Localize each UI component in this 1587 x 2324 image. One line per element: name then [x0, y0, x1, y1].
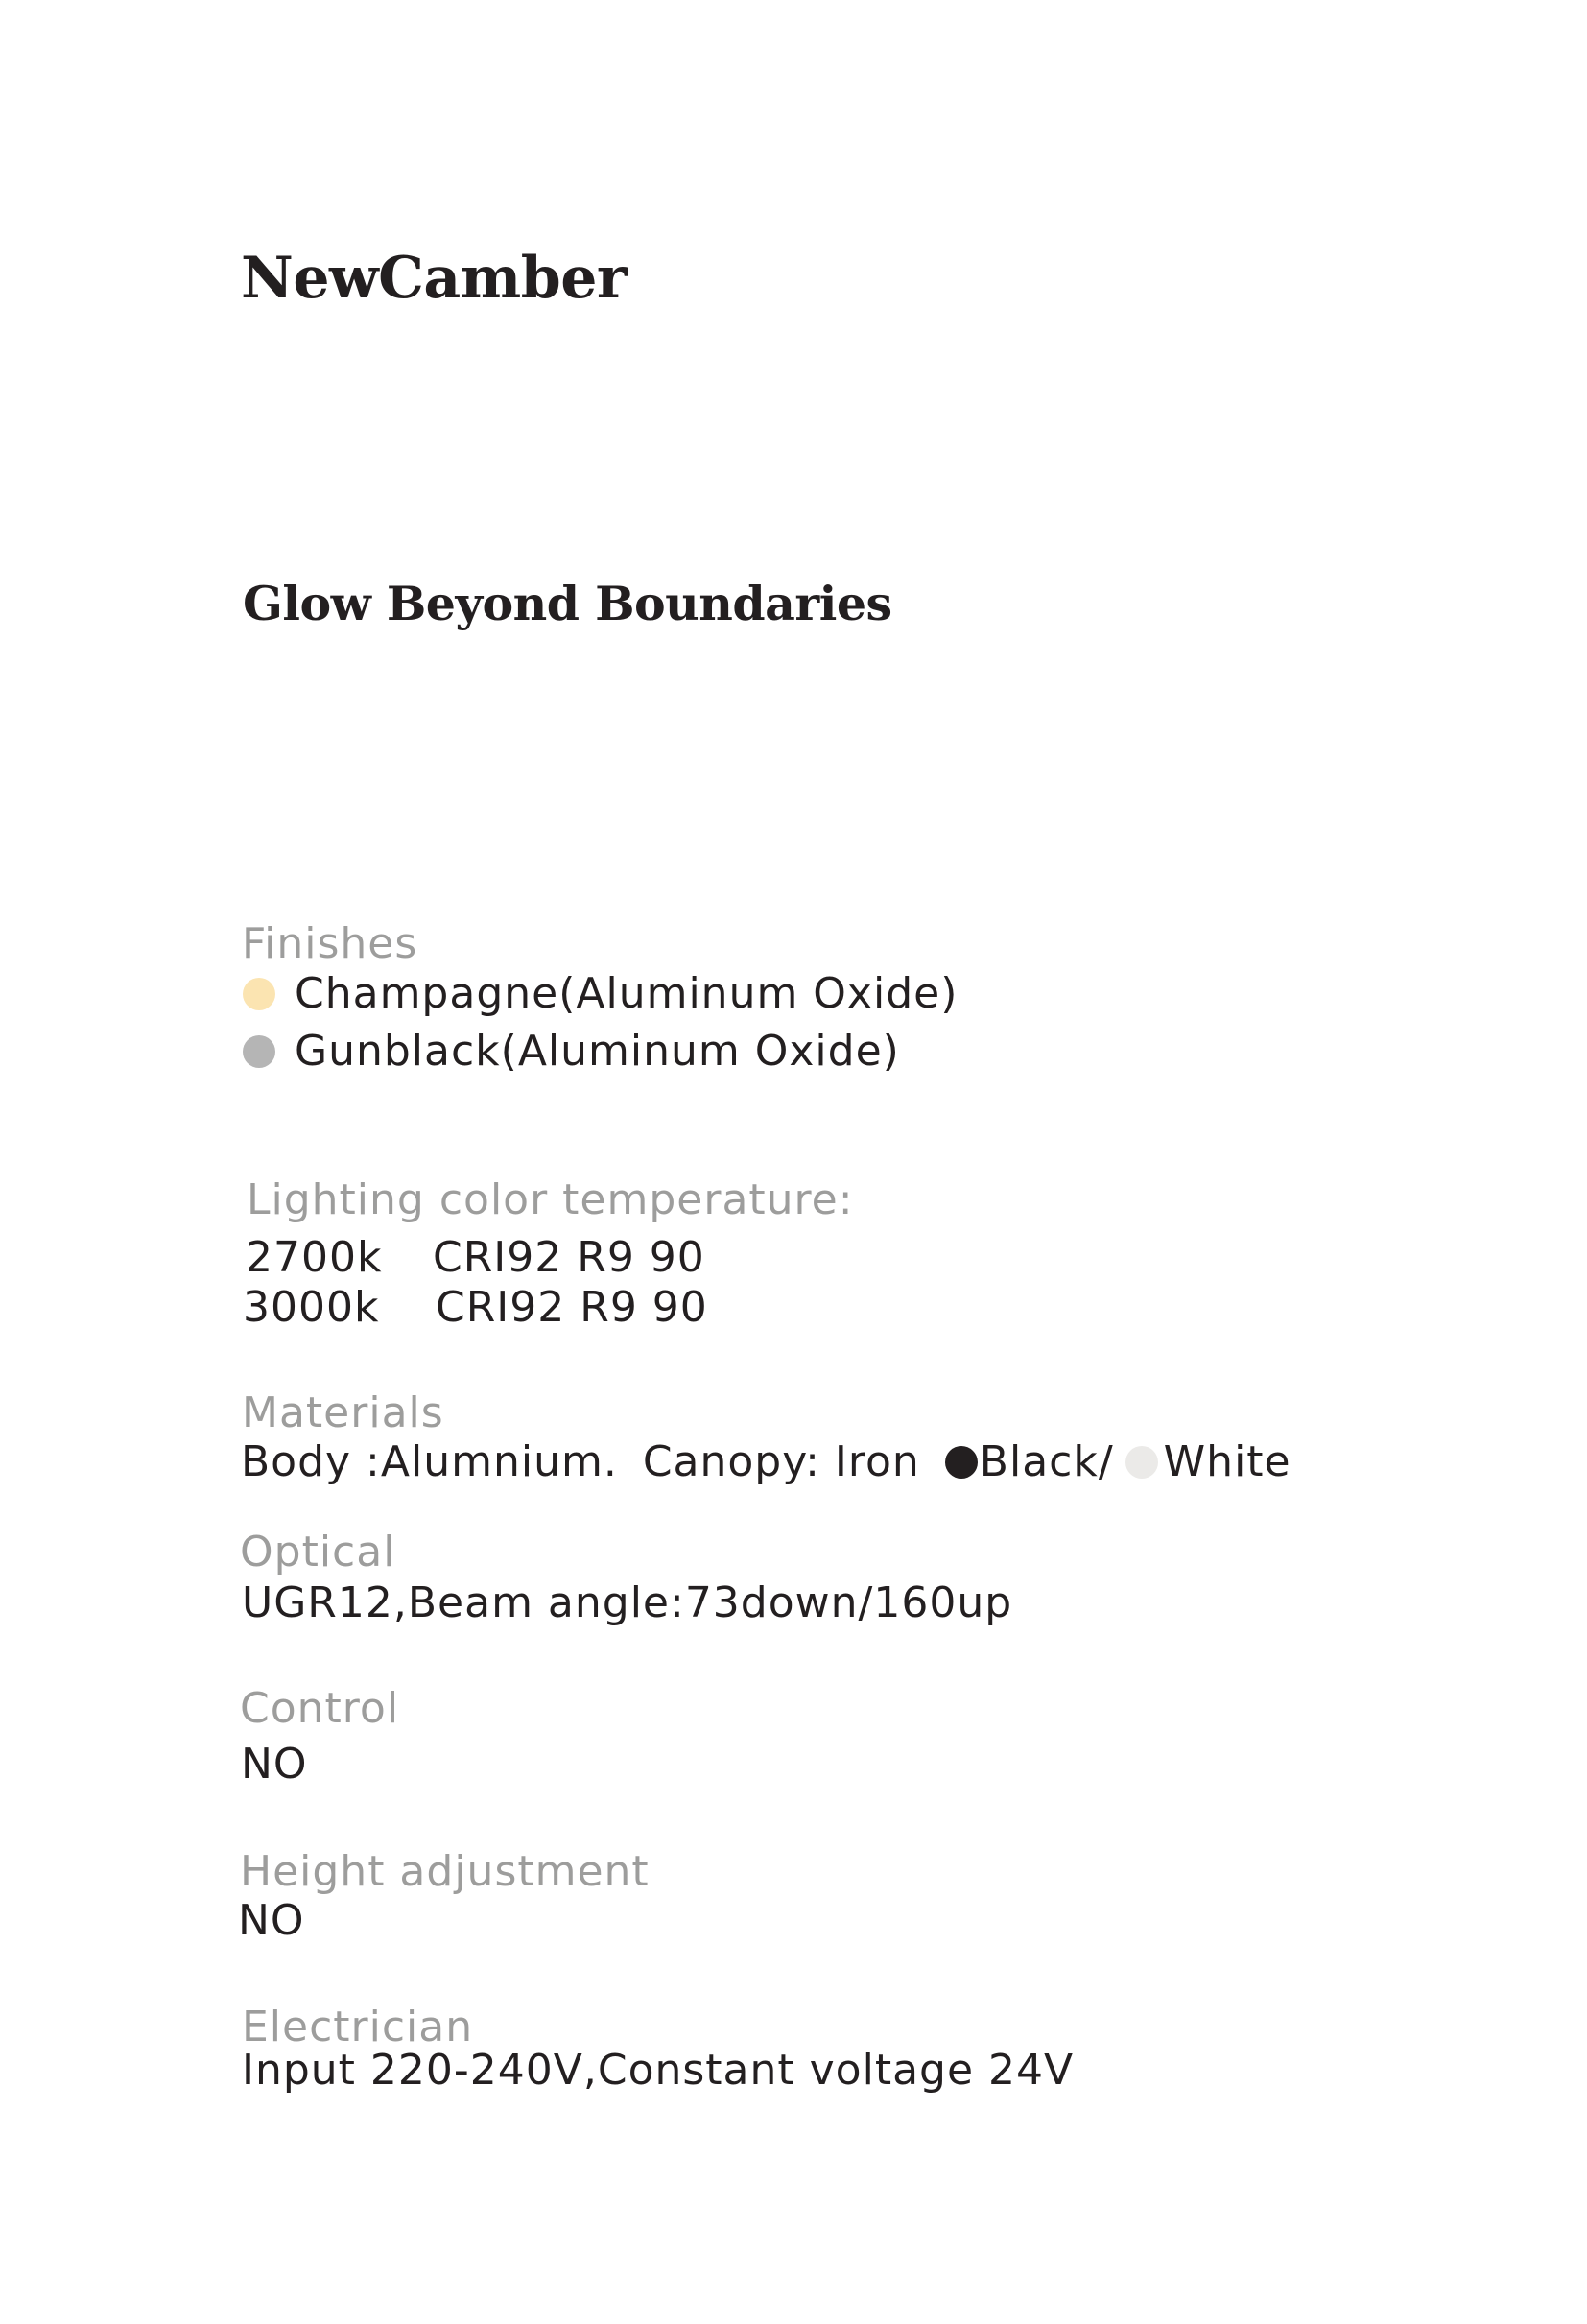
finish-name: Champagne(Aluminum Oxide): [295, 969, 959, 1018]
champagne-swatch-icon: [243, 978, 275, 1010]
finishes-label: Finishes: [242, 919, 418, 968]
temp-row: [243, 1283, 708, 1332]
temp-value: 2700k: [246, 1233, 383, 1282]
brand-name: NewCamber: [241, 245, 628, 312]
temp-value: 3000k: [243, 1283, 380, 1332]
materials-black: Black/: [979, 1437, 1114, 1486]
control-label: Control: [240, 1684, 400, 1733]
black-swatch-icon: [945, 1446, 978, 1479]
gunblack-swatch-icon: [243, 1035, 275, 1068]
materials-value: [241, 1437, 1291, 1486]
white-swatch-icon: [1125, 1446, 1158, 1479]
temp-row: [246, 1233, 705, 1282]
control-value: NO: [241, 1740, 308, 1789]
finish-item-gunblack: [243, 1027, 900, 1076]
cri-value: CRI92 R9 90: [436, 1283, 708, 1332]
cri-value: CRI92 R9 90: [433, 1233, 705, 1282]
lighting-label: Lighting color temperature:: [247, 1175, 854, 1224]
optical-value: UGR12,Beam angle:73down/160up: [242, 1578, 1013, 1627]
finish-name: Gunblack(Aluminum Oxide): [295, 1027, 900, 1076]
electrician-label: Electrician: [242, 2003, 474, 2051]
materials-white: White: [1163, 1437, 1291, 1486]
materials-canopy: Canopy: Iron: [642, 1437, 920, 1486]
materials-body: Body :Alumnium.: [241, 1437, 618, 1486]
optical-label: Optical: [240, 1528, 396, 1577]
height-value: NO: [238, 1896, 305, 1945]
finish-item-champagne: [243, 969, 958, 1018]
electrician-value: Input 220-240V,Constant voltage 24V: [242, 2046, 1075, 2095]
tagline: Glow Beyond Boundaries: [243, 576, 892, 631]
materials-label: Materials: [242, 1388, 444, 1437]
height-label: Height adjustment: [240, 1847, 650, 1896]
